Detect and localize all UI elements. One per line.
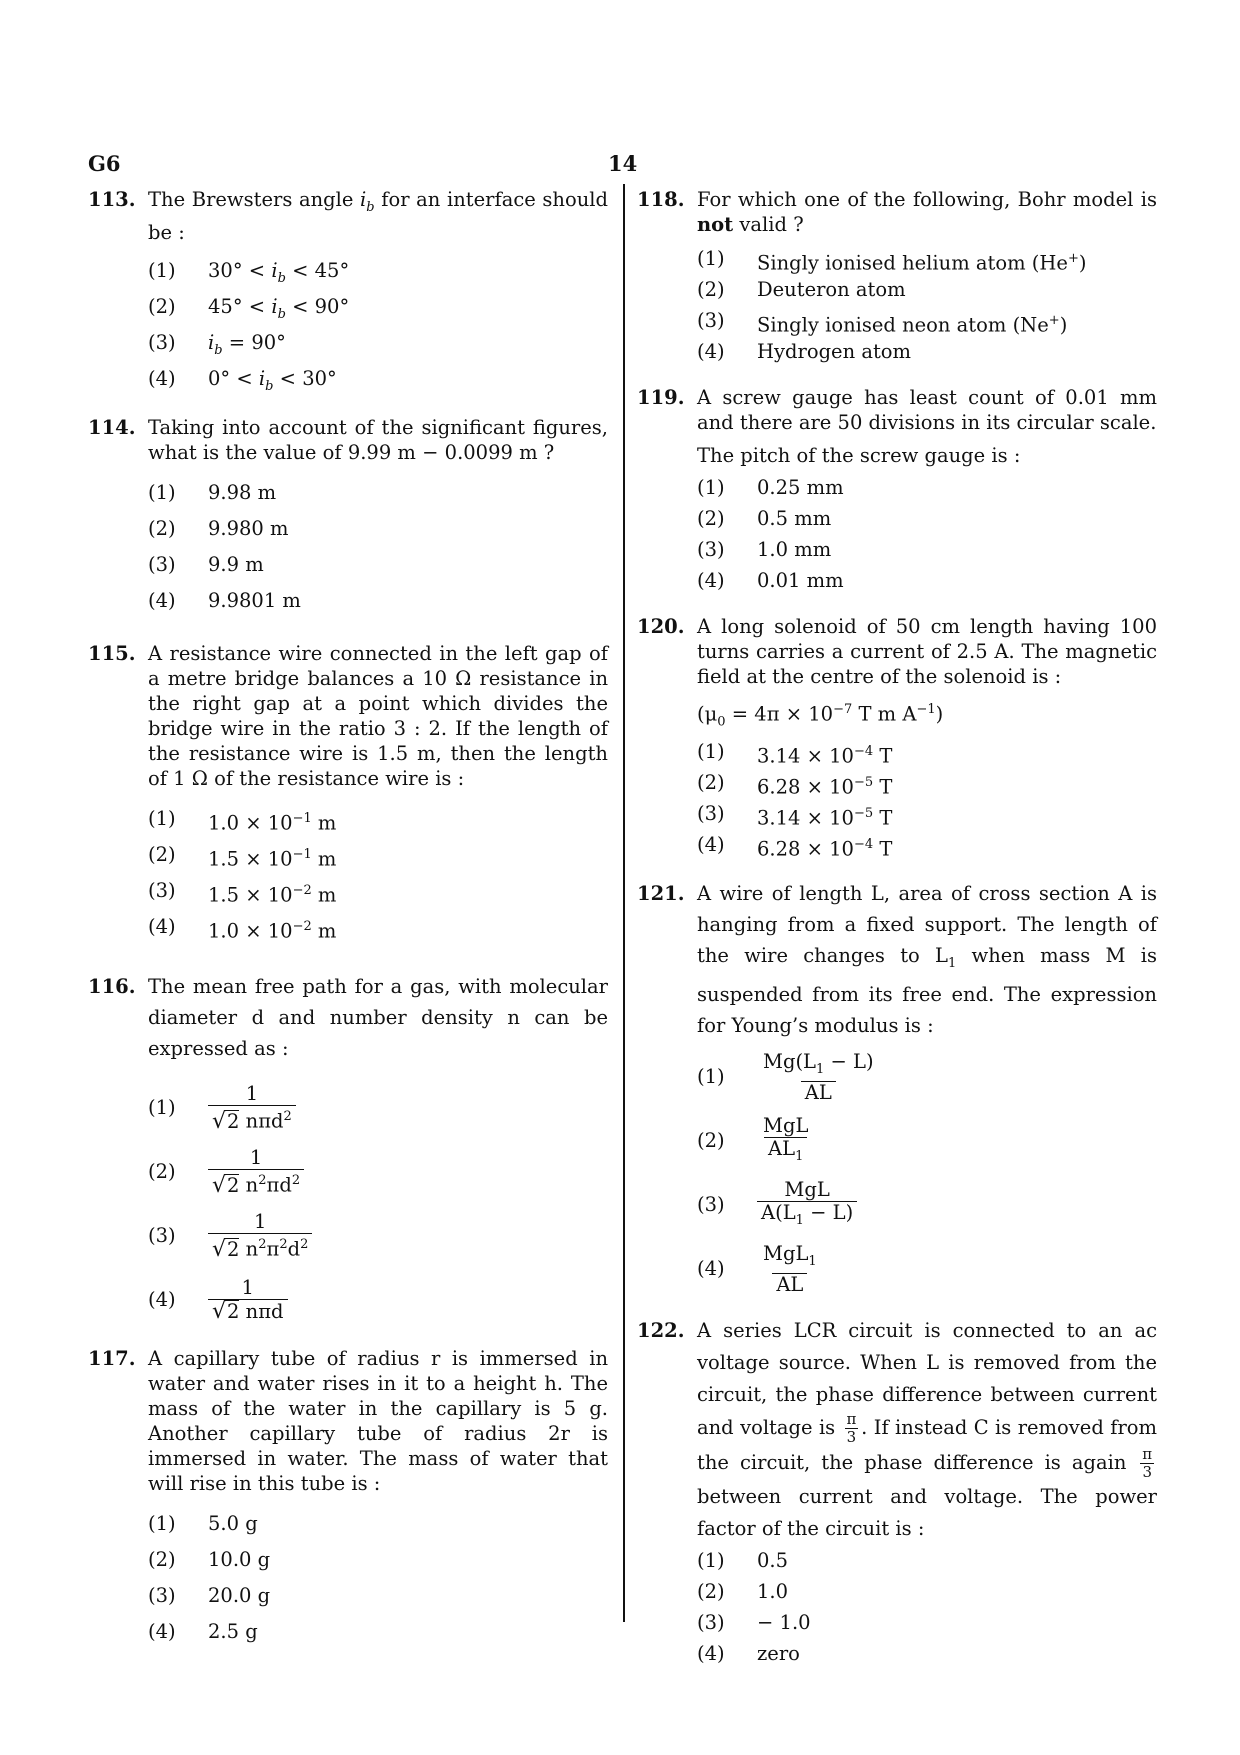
option-1: (1) 1 √ 2 nπd$^2$ <box>148 1076 608 1140</box>
question-120 <box>637 614 1157 860</box>
question-number: 122. <box>637 1319 685 1343</box>
option-3: (3) Singly ionised neon atom (Ne+) <box>697 309 1068 337</box>
option-2: (2) 10.0 g <box>148 1547 271 1571</box>
option-4: (4) $1.0 \times 10^{-2}$ m <box>148 914 337 943</box>
option-3: (3) 1 √ 2 $n^2\pi^2d^2$ <box>148 1204 608 1268</box>
option-3: (3) $3.14 \times 10^{-5}$ T <box>697 802 893 830</box>
option-4: (4) MgL$_1$ AL <box>697 1237 1157 1301</box>
question-121 <box>637 878 1157 1301</box>
fraction: $\frac{\pi}{3}$ <box>1142 1445 1153 1482</box>
option-2: (2) 0.5 mm <box>697 507 832 530</box>
option-1: (1) 0.5 <box>697 1549 789 1573</box>
question-stem: A capillary tube of radius r is immersed in water and water rises in it to a height h. The mass of the water in the capillary is 5 g. Another capillary tube of radius 2r is immersed in water. The mass of water that will rise in this tube is : <box>148 1346 608 1495</box>
column-divider <box>623 184 625 1622</box>
question-number: 120. <box>637 615 685 638</box>
option-4: (4) zero <box>697 1642 800 1666</box>
question-number: 119. <box>637 386 685 409</box>
option-2: (2) $6.28 \times 10^{-5}$ T <box>697 771 893 799</box>
option-2: (2) Deuteron atom <box>697 278 906 301</box>
right-column <box>637 187 1157 1669</box>
question-stem: A wire of length L, area of cross section A is hanging from a fixed support. The length of the wire changes to $L_1$ when mass M is suspended from its free end. The expression for Young’s modulus is : <box>697 882 1157 1038</box>
option-1: (1) Singly ionised helium atom (He+) <box>697 247 1087 275</box>
question-sub-stem: The pitch of the screw gauge is : <box>697 444 1021 467</box>
question-number: 115. <box>88 641 136 665</box>
paper-code: G6 <box>88 151 121 176</box>
question-number: 121. <box>637 882 685 906</box>
question-122 <box>637 1315 1157 1669</box>
option-1: (1) $30^\circ < i_b < 45^\circ$ <box>148 258 350 286</box>
question-113 <box>88 187 608 397</box>
option-1: (1) 0.25 mm <box>697 476 844 499</box>
option-1: (1) 9.98 m <box>148 480 277 504</box>
option-3: (3) 20.0 g <box>148 1583 271 1607</box>
question-stem: A series LCR circuit is connected to an ac voltage source. When L is removed from the circuit, the phase difference between current and voltage is $\frac{\pi}{3}$ . If instead C is removed from the circuit, the phase difference is again $\frac{\pi}{3}$ between current and voltage. The power factor of the circuit is : <box>697 1319 1157 1541</box>
option-1: (1) $3.14 \times 10^{-4}$ T <box>697 740 893 768</box>
question-stem: Taking into account of the significant figures, what is the value of 9.99 m − 0.0099 m ? <box>148 415 608 464</box>
question-117 <box>88 1346 608 1650</box>
left-column <box>88 187 608 1650</box>
fraction: MgL $AL_1$ <box>757 1115 814 1168</box>
fraction: $\frac{\pi}{3}$ <box>846 1410 857 1447</box>
fraction: 1 √ 2 nπd$^2$ <box>208 1083 296 1133</box>
fraction: 1 √ 2 $n^2\pi^2d^2$ <box>208 1211 312 1261</box>
option-2: (2) 1 √ 2 $n^2\pi d^2$ <box>148 1140 608 1204</box>
question-stem: For which one of the following, Bohr model is not valid ? <box>697 188 1157 236</box>
question-stem: The Brewsters angle $i_b$ for an interface should be : <box>148 188 608 244</box>
option-4: (4) $0^\circ < i_b < 30^\circ$ <box>148 366 337 394</box>
question-number: 117. <box>88 1346 136 1370</box>
option-1: (1) $1.0 \times 10^{-1}$ m <box>148 806 337 835</box>
question-number: 113. <box>88 188 136 211</box>
option-1: (1) 5.0 g <box>148 1511 258 1535</box>
option-2: (2) 1.0 <box>697 1580 789 1604</box>
question-stem: The mean free path for a gas, with molecular diameter d and number density n can be expressed as : <box>148 974 608 1060</box>
option-3: (3) − 1.0 <box>697 1611 811 1635</box>
option-3: (3) $1.5 \times 10^{-2}$ m <box>148 878 337 907</box>
option-2: (2) MgL $AL_1$ <box>697 1109 1157 1173</box>
question-stem: A screw gauge has least count of 0.01 mm and there are 50 divisions in its circular scale. <box>697 386 1157 434</box>
option-4: (4) Hydrogen atom <box>697 340 912 363</box>
question-115 <box>88 641 608 945</box>
fraction: MgL$_1$ AL <box>763 1241 817 1296</box>
question-number: 118. <box>637 188 685 211</box>
question-116 <box>88 971 608 1332</box>
question-119 <box>637 385 1157 596</box>
question-number: 116. <box>88 974 136 998</box>
question-stem: A resistance wire connected in the left gap of a metre bridge balances a 10 Ω resistance in the right gap at a point which divides the bridge wire in the ratio 3 : 2. If the length of the resistance wire is 1.5 m, then the length of 1 Ω of the resistance wire is : <box>148 641 608 790</box>
fraction: 1 √ 2 nπd <box>208 1277 288 1323</box>
given-constant: ($\mu_0 = 4\pi \times 10^{-7}$ T m $A^{-1}$) <box>697 702 944 730</box>
option-4: (4) 0.01 mm <box>697 569 844 592</box>
option-4: (4) 9.9801 m <box>148 588 301 612</box>
fraction: 1 √ 2 $n^2\pi d^2$ <box>208 1147 304 1197</box>
question-number: 114. <box>88 415 136 439</box>
option-3: (3) MgL $A(L_1 - L)$ <box>697 1173 1157 1237</box>
option-3: (3) $i_b = 90^\circ$ <box>148 330 286 358</box>
option-2: (2) $45^\circ < i_b < 90^\circ$ <box>148 294 350 322</box>
option-2: (2) $1.5 \times 10^{-1}$ m <box>148 842 337 871</box>
option-3: (3) 1.0 mm <box>697 538 832 561</box>
option-3: (3) 9.9 m <box>148 552 264 576</box>
question-stem: A long solenoid of 50 cm length having 100 turns carries a current of 2.5 A. The magnetic field at the centre of the solenoid is : <box>697 615 1157 688</box>
question-118 <box>637 187 1157 367</box>
option-4: (4) $6.28 \times 10^{-4}$ T <box>697 833 893 861</box>
option-4: (4) 2.5 g <box>148 1619 258 1643</box>
fraction: $Mg(L_1 - L)$ AL <box>763 1049 874 1104</box>
option-1: (1) $Mg(L_1 - L)$ AL <box>697 1045 1157 1109</box>
option-4: (4) 1 √ 2 nπd <box>148 1268 608 1332</box>
question-114 <box>88 415 608 619</box>
page-number: 14 <box>608 151 638 176</box>
fraction: MgL $A(L_1 - L)$ <box>757 1179 857 1232</box>
option-2: (2) 9.980 m <box>148 516 289 540</box>
